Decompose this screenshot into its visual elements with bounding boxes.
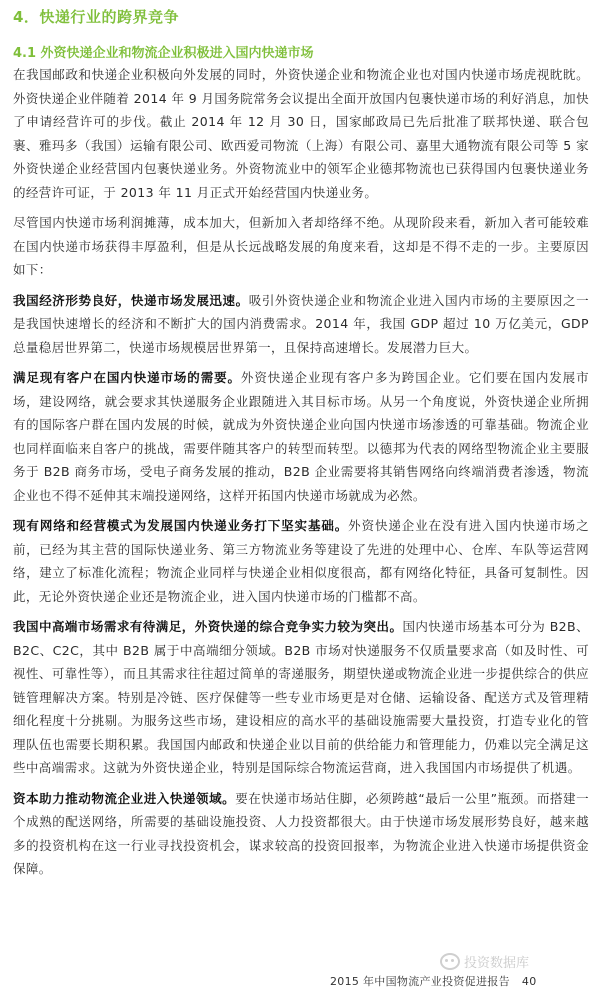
page-footer [330,973,537,989]
paragraph-2 [13,211,589,282]
paragraph-text: 尽管国内快递市场利润摊薄，成本加大，但新加入者却络绎不绝。从现阶段来看，新加入者可能较难在国内快递市场获得丰厚盈利，但是从长远战略发展的角度来看，这却是不得不走的一步。主要原因如下： [13,215,589,277]
page-number: 40 [521,975,537,988]
wechat-icon [440,953,460,970]
subsection-title: 4.1 外资快递企业和物流企业积极进入国内快递市场 [13,46,314,61]
watermark [440,952,529,971]
watermark-text: 投资数据库 [464,956,530,971]
paragraph-text: 外资快递企业现有客户多为跨国企业。它们要在国内发展市场，建设网络，就会要求其快递服务企业跟随进入其目标市场。从另一个角度说，外资快递企业所拥有的国际客户群在国内发展的时候，就成为外资快递企业向国内快递市场渗透的可靠基础。物流企业也同样面临来自客户的挑战，需要伴随其客户的转型而转型。以德邦为代表的网络型物流企业主要服务于 B2B 商务市场，受电子商务发展的推动，B2B 企业需要将其销售网络向终端消费者渗透，物流企业也不得不延伸其末端投递网络，这样开拓国内快递市场就成为必然。 [13,370,589,503]
report-title: 2015 年中国物流产业投资促进报告 [330,975,510,988]
paragraph-text: 吸引外资快递企业和物流企业进入国内市场的主要原因之一是我国快速增长的经济和不断扩大的国内消费需求。2014 年，我国 GDP 超过 10 万亿美元，GDP 总量稳居世界第二，快递市场规模居世界第一，且保持高速增长。发展潜力巨大。 [13,292,589,355]
paragraph-6 [13,615,589,780]
paragraph-text: 国内快递市场基本可分为 B2B、B2C、C2C，其中 B2B 属于中高端细分领域。B2B 市场对快递服务不仅质量要求高（如及时性、可视性、可靠性等），而且其需求往往超过简单的寄递服务，期望快递或物流企业进一步提供综合的供应链管理解决方案。特别是冷链、医疗保健等一些专业市场更是对仓储、运输设备、配送方式及管理精细化程度十分挑剔。为服务这些市场，建设相应的高水平的基础设施需要大量投资，打造专业化的管理队伍也需要长期积累。我国国内邮政和快递企业以目前的供给能力和管理能力，仍难以完全满足这些中高端需求。这就为外资快递企业，特别是国际综合物流运营商，进入我国国内市场提供了机遇。 [13,619,589,775]
paragraph-lead: 满足现有客户在国内快递市场的需要。 [13,370,241,385]
paragraph-7 [13,787,589,881]
section-title: 4．快递行业的跨界竞争 [13,8,179,26]
paragraph-lead: 我国经济形势良好，快递市场发展迅速。 [13,292,249,308]
paragraph-text: 要在快递市场站住脚，必须跨越“最后一公里”瓶颈。而搭建一个成熟的配送网络，所需要的基础设施投资、人力投资都很大。由于快递市场发展形势良好，越来越多的投资机构在这一行业寻找投资机会，谋求较高的投资回报率，为物流企业进入快递市场提供资金保障。 [13,790,589,876]
paragraph-lead: 我国中高端市场需求有待满足，外资快递的综合竞争实力较为突出。 [13,619,403,634]
paragraph-text: 在我国邮政和快递企业积极向外发展的同时，外资快递企业和物流企业也对国内快递市场虎视眈眈。外资快递企业伴随着 2014 年 9 月国务院常务会议提出全面开放国内包裹快递市场的利好消息，加快了申请经营许可的步伐。截止 2014 年 12 月 30 日，国家邮政局已先后批准了联邦快递、联合包裹、雅玛多（我国）运输有限公司、欧西爱司物流（上海）有限公司、嘉里大通物流有限公司等 5 家外资快递企业经营国内包裹快递业务。外资物流业中的领军企业德邦物流也已获得国内包裹快递业务的经营许可证，于 2013 年 11 月正式开始经营国内快递业务。 [13,67,589,200]
paragraph-text: 外资快递企业在没有进入国内快递市场之前，已经为其主营的国际快递业务、第三方物流业务等建设了先进的处理中心、仓库、车队等运营网络，建立了标准化流程；物流企业同样与快递企业相似度很高，都有网络化特征，具备可复制性。因此，无论外资快递企业还是物流企业，进入国内快递市场的门槛都不高。 [13,518,589,604]
paragraph-5 [13,514,589,608]
paragraph-lead: 现有网络和经营模式为发展国内快递业务打下坚实基础。 [13,518,349,533]
paragraph-1 [13,63,589,204]
paragraph-4 [13,366,589,507]
paragraph-lead: 资本助力推动物流企业进入快递领域。 [13,790,236,806]
paragraph-3 [13,289,589,360]
body-text [13,63,589,888]
